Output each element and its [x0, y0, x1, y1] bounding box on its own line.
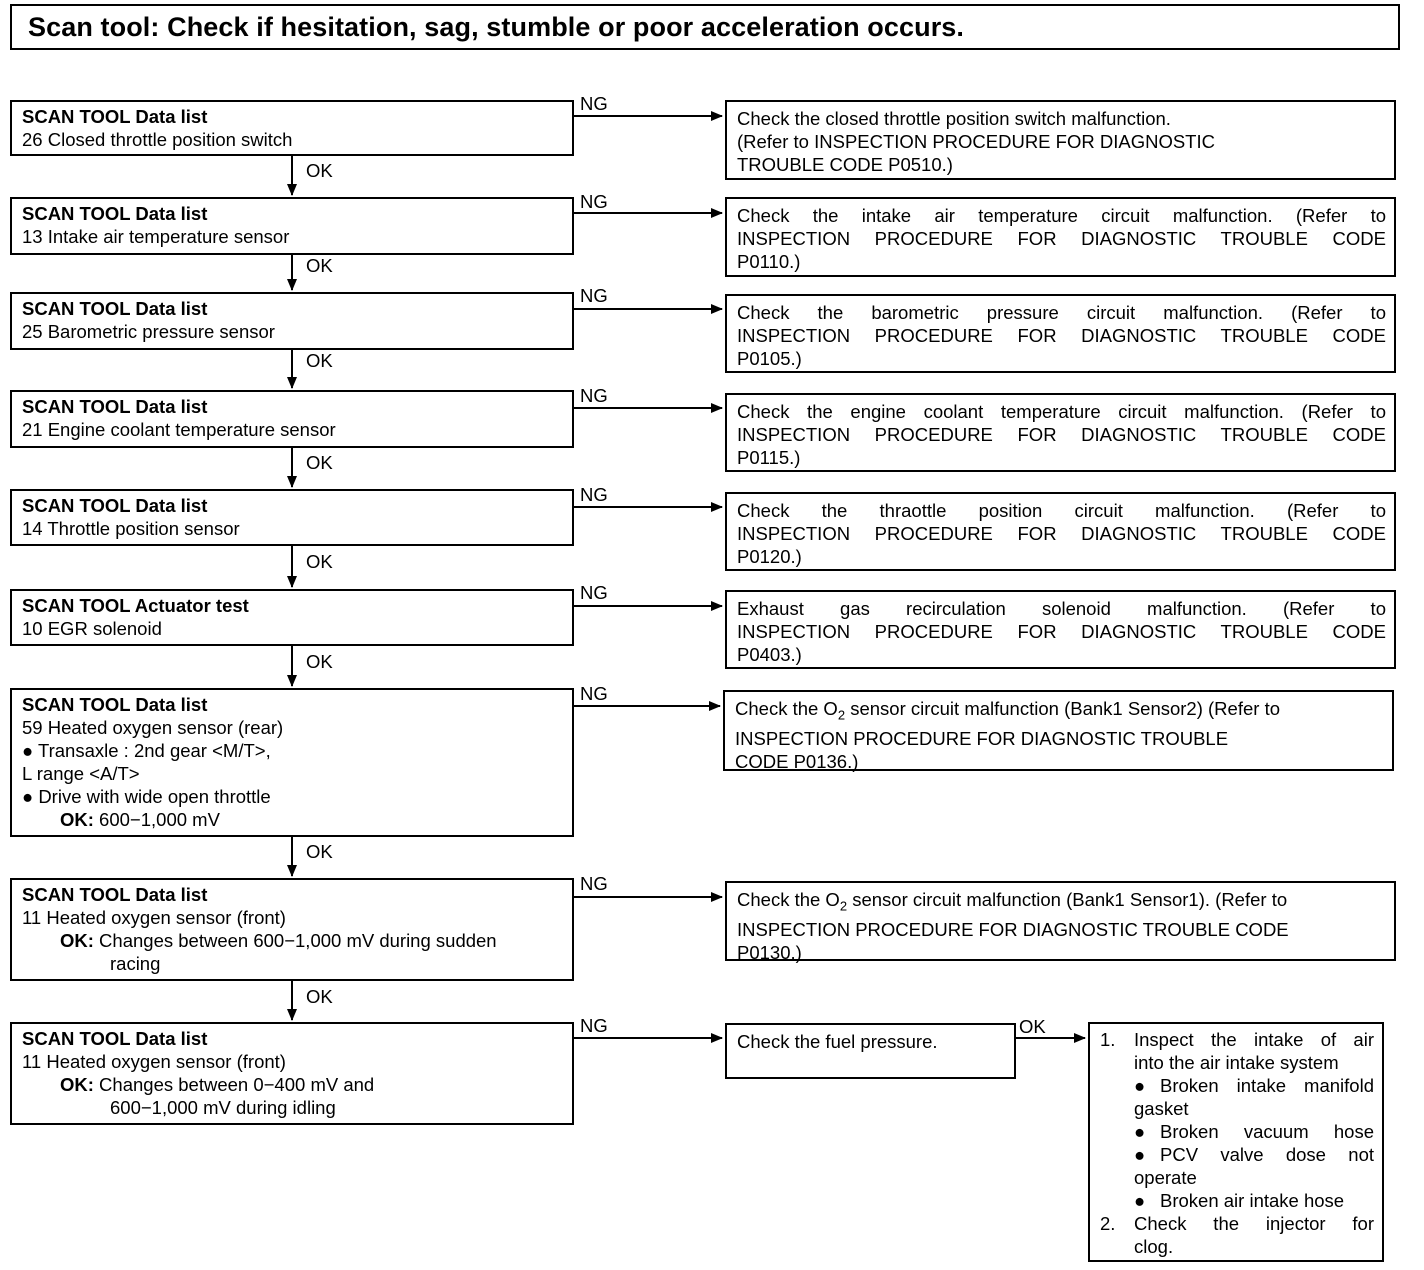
bullet-item [1100, 1120, 1374, 1143]
step-item: 26 Closed throttle position switch [22, 129, 293, 150]
step-box-7 [10, 688, 574, 837]
inspection-item-2 [1100, 1212, 1374, 1235]
step-box-1 [10, 100, 574, 156]
step-item: 10 EGR solenoid [22, 618, 162, 639]
ok-label: OK [1019, 1016, 1046, 1037]
step-item: 21 Engine coolant temperature sensor [22, 419, 336, 440]
ok-label: OK [306, 160, 333, 181]
step-heading: SCAN TOOL Data list [22, 694, 208, 715]
result-line: (Refer to INSPECTION PROCEDURE FOR DIAGNOSTIC [737, 131, 1215, 152]
step-heading: SCAN TOOL Data list [22, 884, 208, 905]
ok-label: OK [306, 452, 333, 473]
result-box-1 [725, 100, 1396, 180]
ng-label: NG [580, 683, 608, 704]
ok-criterion [22, 808, 562, 831]
ng-label: NG [580, 873, 608, 894]
step-item: 11 Heated oxygen sensor (front) [22, 907, 286, 928]
result-line: P0115.) [737, 447, 801, 468]
result-line: Check the fuel pressure. [737, 1031, 938, 1052]
ng-label: NG [580, 285, 608, 306]
result-line: P0130.) [737, 941, 802, 963]
result-post: sensor circuit malfunction (Bank1 Sensor2) (Refer to [845, 698, 1280, 719]
result-line: Check the intake air temperature circuit malfunction. (Refer to [737, 205, 1386, 226]
result-line [735, 697, 1384, 727]
item-number: 2. [1100, 1213, 1116, 1234]
ng-label: NG [580, 582, 608, 603]
result-pre: Check the O [737, 889, 840, 910]
step-heading: SCAN TOOL Data list [22, 1028, 208, 1049]
ok-value: 600−1,000 mV [93, 809, 220, 830]
step-item: 11 Heated oxygen sensor (front) [22, 1051, 286, 1072]
ok-label: OK [306, 551, 333, 572]
result-box-5 [725, 492, 1396, 571]
result-line: INSPECTION PROCEDURE FOR DIAGNOSTIC TROUBLE CODE [737, 523, 1386, 544]
ok-value: Changes between 0−400 mV and [93, 1074, 375, 1095]
item-number: 1. [1100, 1029, 1116, 1050]
result-line: INSPECTION PROCEDURE FOR DIAGNOSTIC TROUBLE CODE [737, 424, 1386, 445]
result-box-8 [725, 881, 1396, 961]
ok-label: OK: [60, 930, 94, 951]
result-box-4 [725, 393, 1396, 472]
bullet-text: PCV valve dose not [1160, 1144, 1374, 1165]
bullet-text-cont: operate [1134, 1167, 1197, 1188]
ok-label: OK: [60, 809, 94, 830]
bullet-glyph: ● [1134, 1190, 1146, 1211]
result-line: INSPECTION PROCEDURE FOR DIAGNOSTIC TROUBLE [735, 727, 1229, 749]
result-box-6 [725, 590, 1396, 669]
ok-label: OK: [60, 1074, 94, 1095]
subscript: 2 [837, 707, 846, 723]
result-box-2 [725, 197, 1396, 277]
ok-label: OK [306, 651, 333, 672]
ng-label: NG [580, 484, 608, 505]
condition-bullet: ● Transaxle : 2nd gear <M/T>, [22, 740, 271, 761]
final-inspection-box [1088, 1022, 1384, 1262]
ok-label: OK [306, 255, 333, 276]
result-pre: Check the O [735, 698, 838, 719]
step-item: 14 Throttle position sensor [22, 518, 240, 539]
step-box-4 [10, 390, 574, 448]
result-line: P0403.) [737, 644, 802, 665]
bullet-glyph: ● [1134, 1121, 1146, 1142]
result-box-3 [725, 294, 1396, 373]
result-line: Exhaust gas recirculation solenoid malfunction. (Refer to [737, 598, 1386, 619]
result-line: CODE P0136.) [735, 750, 859, 772]
ok-value: Changes between 600−1,000 mV during sudden [93, 930, 497, 951]
bullet-glyph: ● [1134, 1144, 1146, 1165]
step-item: 59 Heated oxygen sensor (rear) [22, 717, 284, 738]
step-box-9 [10, 1022, 574, 1125]
condition-bullet: ● Drive with wide open throttle [22, 786, 271, 807]
step-item: 13 Intake air temperature sensor [22, 226, 290, 247]
item-text: Inspect the intake of air [1134, 1029, 1374, 1050]
item-text-cont: into the air intake system [1134, 1052, 1339, 1073]
bullet-item [1100, 1074, 1374, 1097]
bullet-item [1100, 1189, 1374, 1212]
ng-label: NG [580, 191, 608, 212]
ok-label: OK [306, 841, 333, 862]
ng-label: NG [580, 93, 608, 114]
result-line: TROUBLE CODE P0510.) [737, 154, 953, 175]
result-box-9 [725, 1023, 1016, 1079]
bullet-glyph: ● [1134, 1075, 1146, 1096]
result-post: sensor circuit malfunction (Bank1 Sensor1). (Refer to [847, 889, 1288, 910]
result-line: Check the engine coolant temperature circuit malfunction. (Refer to [737, 401, 1386, 422]
bullet-text-cont: gasket [1134, 1098, 1189, 1119]
item-text: Check the injector for [1134, 1213, 1374, 1234]
result-line: INSPECTION PROCEDURE FOR DIAGNOSTIC TROUBLE CODE [737, 228, 1386, 249]
result-line: INSPECTION PROCEDURE FOR DIAGNOSTIC TROUBLE CODE [737, 621, 1386, 642]
step-heading: SCAN TOOL Data list [22, 495, 208, 516]
result-line: INSPECTION PROCEDURE FOR DIAGNOSTIC TROUBLE CODE [737, 918, 1289, 940]
step-heading: SCAN TOOL Data list [22, 298, 208, 319]
step-box-3 [10, 292, 574, 350]
step-heading: SCAN TOOL Data list [22, 203, 208, 224]
inspection-item-1 [1100, 1028, 1374, 1051]
step-box-8 [10, 878, 574, 981]
step-heading: SCAN TOOL Actuator test [22, 595, 249, 616]
bullet-text: Broken intake manifold [1160, 1075, 1374, 1096]
ok-criterion [22, 1073, 562, 1096]
bullet-text: Broken vacuum hose [1160, 1121, 1374, 1142]
result-line: Check the closed throttle position switch malfunction. [737, 108, 1171, 129]
step-item: 25 Barometric pressure sensor [22, 321, 275, 342]
result-line: P0120.) [737, 546, 802, 567]
result-line: Check the barometric pressure circuit malfunction. (Refer to [737, 302, 1386, 323]
step-heading: SCAN TOOL Data list [22, 396, 208, 417]
result-line: P0105.) [737, 348, 802, 369]
ok-criterion [22, 929, 562, 952]
result-line: INSPECTION PROCEDURE FOR DIAGNOSTIC TROUBLE CODE [737, 325, 1386, 346]
step-heading: SCAN TOOL Data list [22, 106, 208, 127]
result-box-7 [723, 690, 1394, 771]
subscript: 2 [839, 898, 848, 914]
bullet-item [1100, 1143, 1374, 1166]
step-box-5 [10, 489, 574, 546]
result-line: P0110.) [737, 251, 801, 272]
ok-label: OK [306, 986, 333, 1007]
page-title: Scan tool: Check if hesitation, sag, stumble or poor acceleration occurs. [10, 4, 1400, 50]
ng-label: NG [580, 385, 608, 406]
ok-value-cont: 600−1,000 mV during idling [110, 1097, 336, 1118]
bullet-text: Broken air intake hose [1160, 1190, 1345, 1211]
step-box-6 [10, 589, 574, 646]
item-text-cont: clog. [1134, 1236, 1174, 1257]
ng-label: NG [580, 1015, 608, 1036]
ok-label: OK [306, 350, 333, 371]
result-line: Check the thraottle position circuit malfunction. (Refer to [737, 500, 1386, 521]
result-line [737, 888, 1386, 918]
ok-value-cont: racing [110, 953, 161, 974]
step-box-2 [10, 197, 574, 255]
condition-line: L range <A/T> [22, 763, 140, 784]
